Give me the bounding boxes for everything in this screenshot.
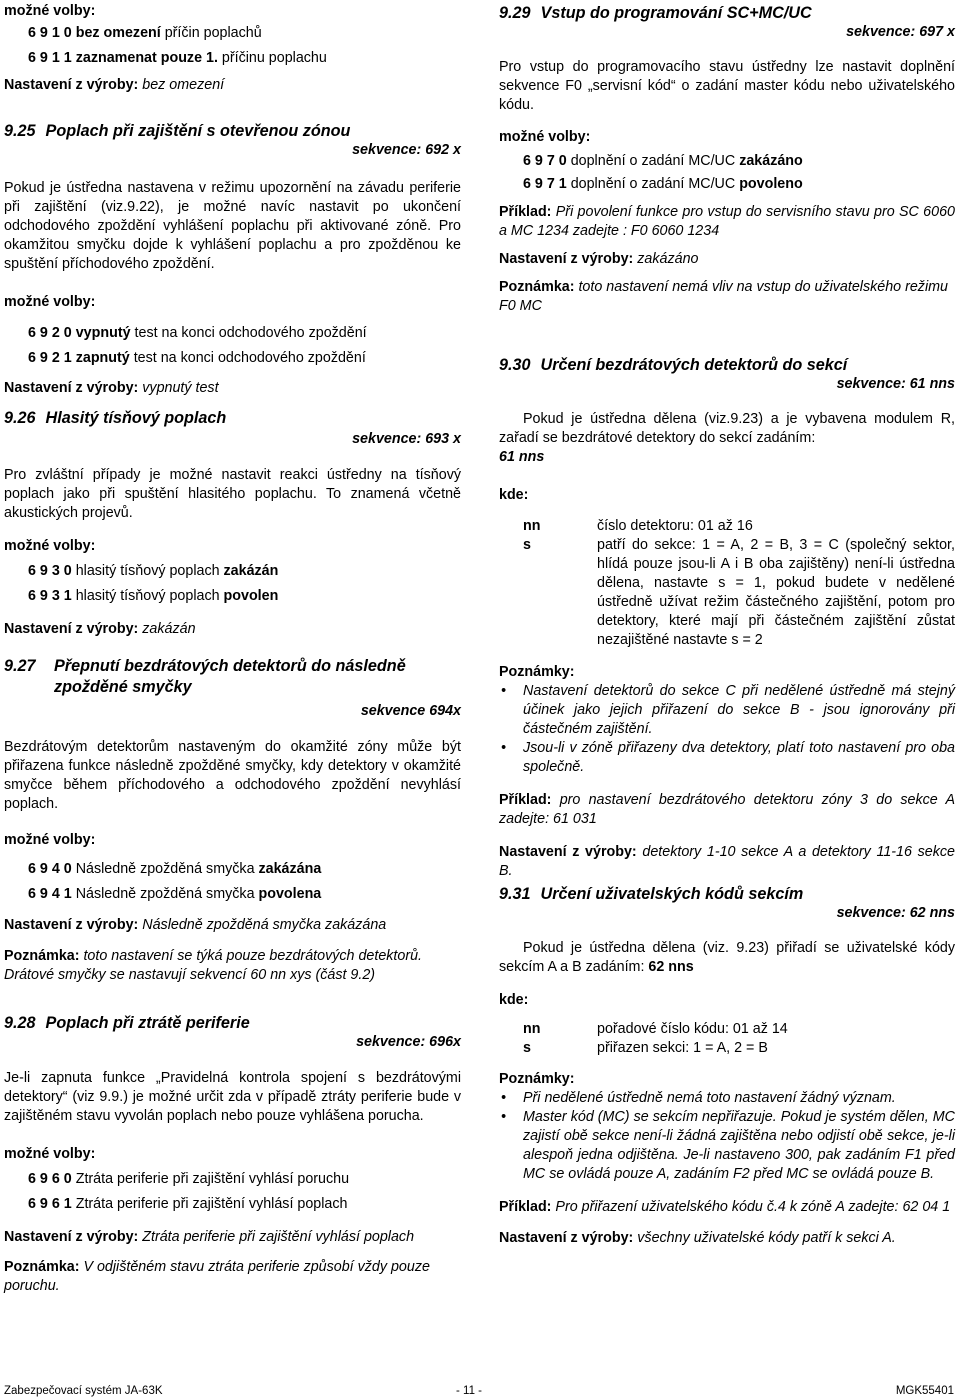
definition-value: pořadové číslo kódu: 01 až 14	[597, 1021, 788, 1037]
option-line: 6 9 3 1 hlasitý tísňový poplach povolen	[28, 588, 279, 604]
page-number: - 11 -	[456, 1385, 482, 1397]
factory-setting: Nastavení z výroby: bez omezení	[4, 77, 225, 93]
factory-setting: Nastavení z výroby: zakázáno	[499, 251, 699, 267]
definition-key: nn	[523, 518, 541, 534]
factory-setting: Nastavení z výroby: zakázán	[4, 621, 196, 637]
section-body: Pokud je ústředna dělena (viz. 9.23) přiřadí se uživatelské kódy sekcím A a B zadáním: 62 nns	[499, 940, 955, 975]
section-9-31	[499, 884, 955, 1248]
section-body: Je-li zapnuta funkce „Pravidelná kontrola spojení s bezdrátovými detektory“ (viz 9.9.) je možné určit zda v případě ztráty periferie bude v zajištěném stavu vyvolán poplach nebo pouze vyhlášena porucha.	[4, 1070, 461, 1124]
option-line: 6 9 7 0 doplnění o zadání MC/UC zakázáno	[523, 153, 803, 169]
option-line: 6 9 6 0 Ztráta periferie při zajištění vyhlásí poruchu	[28, 1171, 350, 1187]
section-9-25	[4, 121, 461, 398]
factory-setting: Nastavení z výroby: vypnutý test	[4, 380, 219, 396]
definition-value: přiřazen sekci: 1 = A, 2 = B	[597, 1040, 768, 1056]
options-label: možné volby:	[4, 538, 96, 554]
section-body: Pro zvláštní případy je možné nastavit reakci ústředny na tísňový poplach jako při spuštění hlasitého poplachu. To znamená včetně akustických projevů.	[4, 467, 461, 521]
section-example: Příklad: Při povolení funkce pro vstup do servisního stavu pro SC 6060 a MC 1234 zadejte : F0 6060 1234	[499, 204, 955, 239]
section-body: Pokud je ústředna nastavena v režimu upozornění na závadu periferie při zajištění (viz.9.22), je možné navíc nastavit po ukončení odchodového zpoždění vyhlášení poplachu při aktivované zóně. Pro okamžitou smyčku dojde k vyhlášení poplachu a pro zpožděnou ke spuštění příchodového zpoždění.	[4, 180, 461, 272]
list-item: • Při nedělené ústředně nemá toto nastavení žádný význam.	[523, 1089, 955, 1108]
option-line: 6 9 1 1 zaznamenat pouze 1. příčinu poplachu	[28, 50, 327, 66]
definition-list	[499, 517, 955, 650]
options-label: možné volby:	[4, 1146, 96, 1162]
factory-setting: Nastavení z výroby: detektory 1-10 sekce A a detektory 11-16 sekce B.	[499, 844, 955, 879]
factory-setting: Nastavení z výroby: Ztráta periferie při zajištění vyhlásí poplach	[4, 1229, 415, 1245]
page-footer	[0, 1384, 960, 1398]
section-example: Příklad: pro nastavení bezdrátového detektoru zóny 3 do sekce A zadejte: 61 031	[499, 792, 955, 827]
section-heading: 9.28 Poplach při ztrátě periferie	[4, 1014, 250, 1032]
option-line: 6 9 1 0 bez omezení příčin poplachů	[28, 25, 262, 41]
definition-value: číslo detektoru: 01 až 16	[597, 518, 753, 534]
where-label: kde:	[499, 487, 529, 503]
section-9-28	[4, 1013, 461, 1296]
options-label: možné volby:	[499, 129, 591, 145]
definition-list	[499, 1020, 955, 1058]
notes-list	[499, 1089, 955, 1184]
footer-product: Zabezpečovací systém JA-63K	[4, 1385, 163, 1397]
option-line: 6 9 4 0 Následně zpožděná smyčka zakázána	[28, 861, 322, 877]
section-9-26	[4, 408, 461, 639]
sequence-code: sekvence 694x	[360, 703, 461, 719]
option-line: 6 9 2 0 vypnutý test na konci odchodového zpoždění	[28, 325, 367, 341]
section-heading: 9.31 Určení uživatelských kódů sekcím	[499, 885, 804, 903]
section-heading: 9.30 Určení bezdrátových detektorů do sekcí	[499, 356, 848, 374]
sequence-code: sekvence: 61 nns	[836, 376, 955, 392]
option-line: 6 9 2 1 zapnutý test na konci odchodového zpoždění	[28, 350, 366, 366]
section-heading: 9.27 Přepnutí bezdrátových detektorů do následně zpožděné smyčky	[4, 657, 406, 696]
sequence-code: sekvence: 693 x	[352, 431, 461, 447]
section-heading: 9.26 Hlasitý tísňový poplach	[4, 409, 227, 427]
sequence-format: 61 nns	[499, 449, 545, 465]
sequence-code: sekvence: 692 x	[352, 142, 461, 158]
notes-list	[499, 682, 955, 777]
definition-key: nn	[523, 1021, 541, 1037]
option-line: 6 9 3 0 hlasitý tísňový poplach zakázán	[28, 563, 279, 579]
section-top-fragment	[4, 2, 461, 95]
options-label: možné volby:	[4, 832, 96, 848]
option-line: 6 9 7 1 doplnění o zadání MC/UC povoleno	[523, 176, 803, 192]
section-9-29	[499, 3, 955, 316]
definition-key: s	[523, 1040, 531, 1056]
section-example: Příklad: Pro přiřazení uživatelského kódu č.4 k zóně A zadejte: 62 04 1	[499, 1199, 951, 1215]
section-note: Poznámka: toto nastavení nemá vliv na vstup do uživatelského režimu F0 MC	[499, 279, 948, 314]
section-heading: 9.25 Poplach při zajištění s otevřenou zónou	[4, 122, 351, 140]
option-line: 6 9 6 1 Ztráta periferie při zajištění vyhlásí poplach	[28, 1196, 348, 1212]
notes-label: Poznámky:	[499, 1071, 575, 1087]
where-label: kde:	[499, 992, 529, 1008]
section-note: Poznámka: V odjištěném stavu ztráta periferie způsobí vždy pouze poruchu.	[4, 1259, 430, 1294]
list-item: • Nastavení detektorů do sekce C při nedělené ústředně má stejný účinek jako jejich přiřazení do sekce B - jsou ignorovány při částečném zajištění.	[523, 682, 955, 739]
footer-doc-code: MGK55401	[895, 1385, 954, 1397]
factory-setting: Nastavení z výroby: Následně zpožděná smyčka zakázána	[4, 917, 387, 933]
notes-label: Poznámky:	[499, 664, 575, 680]
sequence-code: sekvence: 696x	[356, 1034, 461, 1050]
section-body: Bezdrátovým detektorům nastaveným do okamžité zóny může být přiřazena funkce následně zpožděné smyčky, kdy detektory v okamžité smyčce během příchodového a odchodového zpoždění nevyhlásí poplach.	[4, 739, 461, 812]
options-label: možné volby:	[4, 3, 96, 19]
section-body: Pro vstup do programovacího stavu ústředny lze nastavit doplnění sekvence F0 „servisní kód“ o zadání master kódu nebo uživatelského kódu.	[499, 59, 955, 113]
section-9-30	[499, 355, 955, 881]
definition-value: patří do sekce: 1 = A, 2 = B, 3 = C (společný sektor, hlídá pouze jsou-li A i B oba zajištěny) není-li ústředna dělena, nastavte s = 1, pokud budete v nedělené ústředně užívat režim částečného zajištění, potom pro detektory, které mají při částečném zajištění zůstat nezajištěné nastavte s = 2	[597, 537, 955, 648]
factory-setting: Nastavení z výroby: všechny uživatelské kódy patří k sekci A.	[499, 1230, 896, 1246]
section-heading: 9.29 Vstup do programování SC+MC/UC	[499, 4, 812, 22]
options-label: možné volby:	[4, 294, 96, 310]
sequence-code: sekvence: 62 nns	[836, 905, 955, 921]
list-item: • Master kód (MC) se sekcím nepřiřazuje. Pokud je systém dělen, MC zajistí obě sekce není-li žádná zajištěna nebo odjistí obě sekce, je-li alespoň jedna odjištěna. Je-li nastaveno 300, pak zadáním F1 před MC se ovládá pouze A, zadáním F2 před MC se ovládá pouze B.	[523, 1108, 955, 1184]
list-item: • Jsou-li v zóně přiřazeny dva detektory, platí toto nastavení pro oba společně.	[523, 739, 955, 777]
option-line: 6 9 4 1 Následně zpožděná smyčka povolena	[28, 886, 322, 902]
section-9-27	[4, 656, 461, 985]
section-note: Poznámka: toto nastavení se týká pouze bezdrátových detektorů. Drátové smyčky se nastavují sekvencí 60 nn xys (část 9.2)	[4, 948, 423, 983]
section-body: Pokud je ústředna dělena (viz.9.23) a je vybavena modulem R, zařadí se bezdrátové detektory do sekcí zadáním:	[499, 411, 955, 446]
definition-key: s	[523, 537, 531, 553]
sequence-code: sekvence: 697 x	[846, 24, 955, 40]
